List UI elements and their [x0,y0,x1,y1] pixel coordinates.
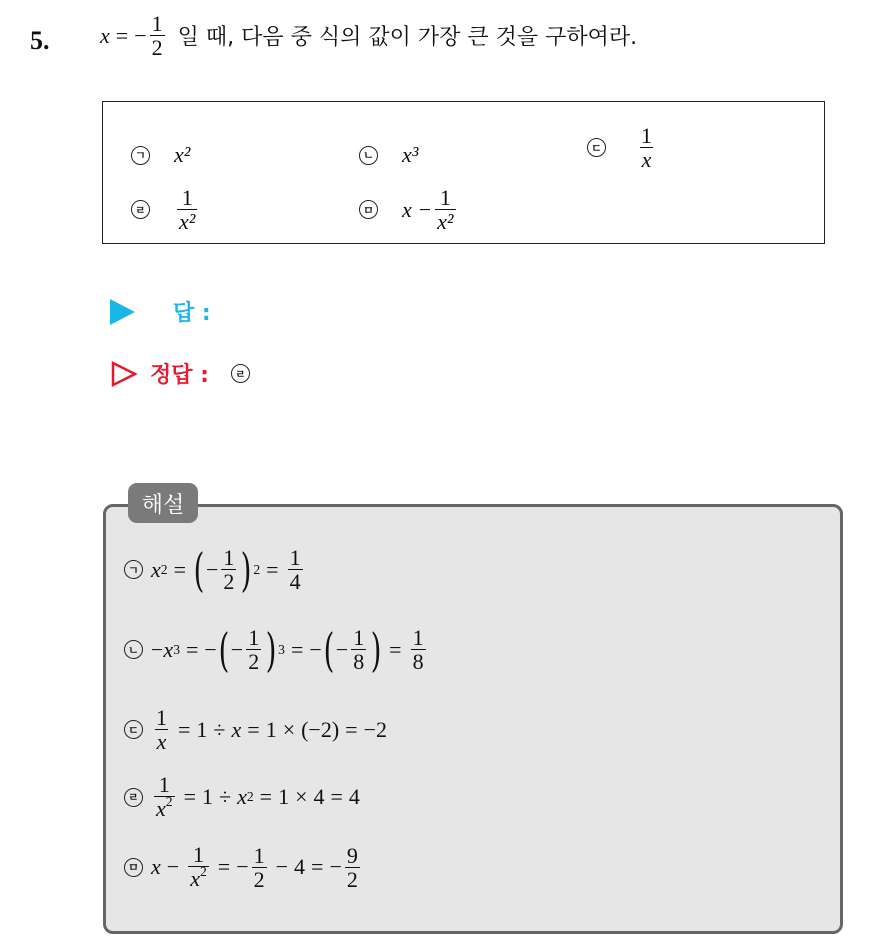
choice-expression: x³ [402,142,419,167]
correct-answer-label: 정답 : [150,363,209,388]
choice-lead: x − [402,196,433,222]
choices-box [102,101,825,244]
solution-mark: ㄹ [124,788,143,807]
fraction-denominator: x² [437,209,454,235]
solution-mark: ㄷ [124,720,143,739]
question-text: 일 때, 다음 중 식의 값이 가장 큰 것을 구하여라. [177,25,638,51]
choice-mark-circle: ㅁ [359,200,378,219]
solution-tag: 해설 [128,483,198,523]
choice-expression: x² [174,142,191,167]
fraction-denominator: x [641,147,652,173]
question-sign: − [134,22,147,48]
solution-mark: ㄱ [124,560,143,579]
question-stem [100,12,637,59]
choice-fraction [639,124,654,171]
fraction-denominator: x² [179,209,196,235]
fraction-numerator: 1 [641,123,652,148]
fraction-denominator: 2 [151,35,163,61]
correct-answer-row [110,358,250,389]
solution-line-2: ㄴ − x 3 = − ( − $\frac{1}{2}$ ) 3 = − ( − $\frac{1}{8}$ ) = $\frac{1}{8}$ [124,626,429,673]
choice-5[interactable] [359,186,459,233]
question-value-fraction [150,12,165,59]
question-number: 5. [30,26,50,55]
choice-2[interactable] [359,142,418,168]
choice-mark-circle: ㄷ [587,138,606,157]
solution-line-4: ㄹ $\frac{1}{x^2}$ = 1 ÷ x 2 = 1 × 4 = 4 [124,773,360,821]
solution-mark: ㄴ [124,640,143,659]
answer-row [110,296,211,327]
answer-label: 답 : [173,301,211,326]
choice-mark-circle: ㄹ [131,200,150,219]
choice-fraction [435,186,455,233]
outline-triangle-icon [110,360,138,388]
fraction-numerator: 1 [151,11,163,36]
solution-line-5: ㅁ x − $\frac{1}{x^2}$ = − $\frac{1}{2}$ − 4 = − $\frac{9}{2}$ [124,843,363,891]
choice-4[interactable] [131,186,200,233]
solution-line-1: ㄱ x 2 = ( − $\frac{1}{2}$ ) 2 = $\frac{1}{4}$ [124,546,306,593]
question-equals: = [115,22,129,48]
correct-answer-mark: ㄹ [231,364,250,383]
solution-line-3: ㄷ $\frac{1}{x}$ = 1 ÷ x = 1 × (−2) = −2 [124,706,387,753]
choice-mark-circle: ㄱ [131,146,150,165]
play-triangle-icon [110,299,135,325]
choice-fraction [177,186,197,233]
question-variable: x [100,22,110,48]
choice-3[interactable] [587,124,657,171]
fraction-numerator: 1 [439,185,451,210]
solution-mark: ㅁ [124,858,143,877]
choice-mark-circle: ㄴ [359,146,378,165]
choice-1[interactable] [131,142,190,168]
fraction-numerator: 1 [181,185,193,210]
